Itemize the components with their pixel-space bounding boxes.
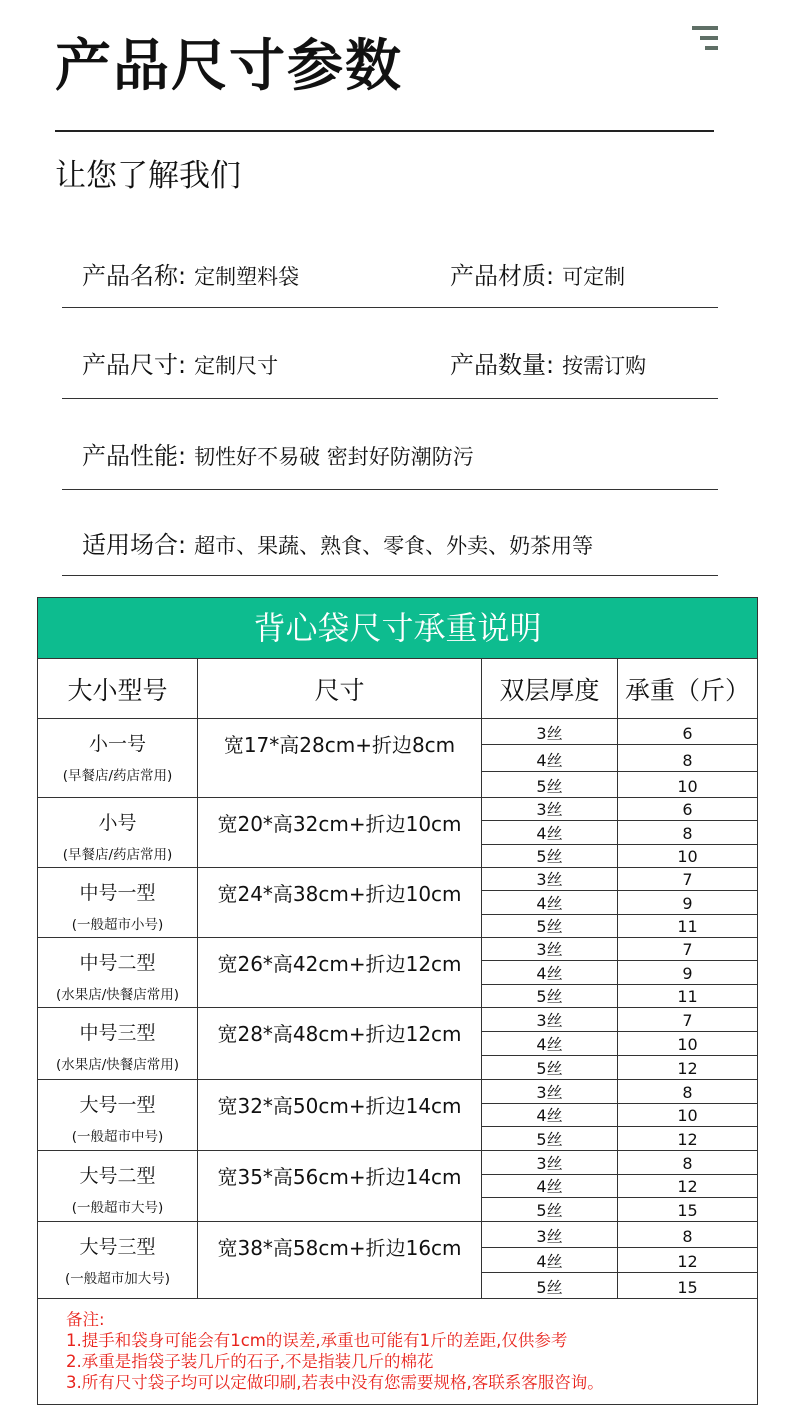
size-cell: 宽38*高58cm+折边16cm — [198, 1222, 482, 1298]
load-value: 8 — [618, 1080, 757, 1104]
header-thickness: 双层厚度 — [482, 659, 618, 718]
load-cell — [618, 1080, 757, 1150]
model-note: (水果店/快餐店常用) — [55, 987, 180, 1003]
thickness-cell — [482, 1080, 618, 1150]
model-cell — [38, 1008, 198, 1079]
divider — [62, 575, 718, 576]
load-value: 6 — [618, 798, 757, 821]
model-name: 大号三型 — [79, 1236, 156, 1258]
thickness-value: 5丝 — [536, 1059, 563, 1078]
model-name: 小一号 — [88, 733, 146, 755]
table-header — [38, 659, 757, 719]
table-row — [38, 798, 757, 868]
page-title: 产品尺寸参数 — [55, 34, 403, 99]
thickness-value: 5丝 — [536, 1201, 563, 1221]
thickness-value: 4丝 — [482, 821, 617, 844]
divider — [62, 307, 718, 308]
load-value: 15 — [677, 1201, 698, 1221]
load-value: 11 — [677, 916, 698, 936]
load-value: 10 — [618, 1104, 757, 1128]
thickness-value: 3丝 — [482, 1080, 617, 1104]
thickness-value: 4丝 — [482, 1104, 617, 1128]
size-cell: 宽28*高48cm+折边12cm — [198, 1008, 482, 1079]
table-row — [38, 719, 757, 798]
table-row — [38, 1008, 757, 1080]
header-model: 大小型号 — [38, 659, 198, 718]
model-cell — [38, 719, 198, 797]
size-cell: 宽32*高50cm+折边14cm — [198, 1080, 482, 1150]
thickness-value: 3丝 — [482, 1008, 617, 1032]
title-divider — [55, 130, 714, 132]
load-value: 8 — [618, 1222, 757, 1248]
thickness-cell — [482, 868, 618, 937]
model-note: (一般超市中号) — [71, 1129, 164, 1145]
info-value: 可定制 — [562, 265, 626, 289]
thickness-value: 4丝 — [482, 1248, 617, 1274]
thickness-value: 5丝 — [536, 986, 563, 1006]
thickness-value: 4丝 — [482, 961, 617, 984]
model-note: (一般超市加大号) — [64, 1271, 171, 1287]
thickness-value: 3丝 — [482, 938, 617, 961]
model-name: 大号一型 — [79, 1094, 156, 1116]
info-name — [82, 256, 299, 291]
notes-heading: 备注: — [66, 1310, 105, 1329]
load-value: 12 — [618, 1248, 757, 1274]
table-row — [38, 1151, 757, 1222]
header-load: 承重（斤） — [624, 675, 750, 705]
info-value: 按需订购 — [562, 354, 647, 378]
load-value: 8 — [618, 745, 757, 771]
load-value: 12 — [677, 1130, 698, 1150]
thickness-cell — [482, 719, 618, 797]
info-value: 定制塑料袋 — [194, 265, 300, 289]
thickness-value: 5丝 — [536, 776, 563, 796]
thickness-value: 3丝 — [482, 798, 617, 821]
thickness-cell — [482, 938, 618, 1007]
info-material — [450, 256, 625, 291]
thickness-value: 3丝 — [482, 1151, 617, 1175]
model-name: 大号二型 — [79, 1165, 156, 1187]
model-cell — [38, 1151, 198, 1221]
model-note: (水果店/快餐店常用) — [55, 1057, 180, 1073]
model-name: 中号一型 — [79, 882, 156, 904]
info-label: 产品名称: — [82, 262, 187, 290]
load-value: 8 — [618, 1151, 757, 1175]
load-value: 10 — [618, 1032, 757, 1056]
size-cell: 宽26*高42cm+折边12cm — [198, 938, 482, 1007]
size-cell: 宽17*高28cm+折边8cm — [198, 719, 482, 797]
load-value: 7 — [618, 868, 757, 891]
table-title: 背心袋尺寸承重说明 — [38, 598, 757, 659]
thickness-value: 5丝 — [536, 1278, 563, 1298]
load-cell — [618, 1222, 757, 1298]
load-value: 15 — [677, 1278, 698, 1298]
thickness-value: 5丝 — [536, 1130, 563, 1150]
model-name: 中号二型 — [79, 952, 156, 974]
thickness-value: 3丝 — [482, 719, 617, 745]
load-cell — [618, 1008, 757, 1079]
load-cell — [618, 1151, 757, 1221]
thickness-value: 5丝 — [536, 916, 563, 936]
load-value: 9 — [618, 961, 757, 984]
load-value: 12 — [618, 1175, 757, 1199]
load-value: 12 — [677, 1059, 698, 1078]
model-cell — [38, 1222, 198, 1298]
thickness-cell — [482, 1008, 618, 1079]
thickness-value: 4丝 — [482, 745, 617, 771]
model-cell — [38, 938, 198, 1007]
info-label: 产品数量: — [450, 351, 555, 379]
info-value: 定制尺寸 — [194, 354, 279, 378]
info-performance — [82, 436, 474, 471]
info-value: 超市、果蔬、熟食、零食、外卖、奶茶用等 — [194, 534, 594, 558]
note-line: 2.承重是指袋子装几斤的石子,不是指装几斤的棉花 — [66, 1352, 434, 1371]
size-cell: 宽24*高38cm+折边10cm — [198, 868, 482, 937]
thickness-cell — [482, 1222, 618, 1298]
thickness-value: 4丝 — [482, 1032, 617, 1056]
load-value: 10 — [677, 846, 698, 866]
thickness-value: 3丝 — [482, 1222, 617, 1248]
header-size: 尺寸 — [198, 659, 482, 718]
table-row — [38, 868, 757, 938]
size-load-table — [37, 597, 758, 1405]
load-value: 10 — [677, 776, 698, 796]
note-line: 3.所有尺寸袋子均可以定做印刷,若表中没有您需要规格,客联系客服咨询。 — [66, 1373, 604, 1392]
load-value: 7 — [618, 938, 757, 961]
menu-lines-icon[interactable] — [690, 26, 718, 52]
model-note: (早餐店/药店常用) — [62, 847, 173, 863]
table-row — [38, 1222, 757, 1299]
info-quantity — [450, 345, 646, 380]
info-label: 产品性能: — [82, 442, 187, 470]
thickness-value: 5丝 — [536, 846, 563, 866]
info-label: 适用场合: — [82, 531, 187, 559]
model-cell — [38, 868, 198, 937]
model-name: 小号 — [98, 812, 137, 834]
info-size — [82, 345, 278, 380]
load-value: 9 — [618, 891, 757, 914]
model-cell — [38, 798, 198, 867]
table-row — [38, 1080, 757, 1151]
load-cell — [618, 938, 757, 1007]
load-value: 8 — [618, 821, 757, 844]
load-value: 7 — [618, 1008, 757, 1032]
note-line: 1.提手和袋身可能会有1cm的误差,承重也可能有1斤的差距,仅供参考 — [66, 1331, 568, 1350]
info-label: 产品材质: — [450, 262, 555, 290]
info-value: 韧性好不易破 密封好防潮防污 — [194, 445, 474, 469]
subtitle: 让您了解我们 — [55, 158, 241, 194]
size-cell: 宽20*高32cm+折边10cm — [198, 798, 482, 867]
load-value: 11 — [677, 986, 698, 1006]
load-cell — [618, 719, 757, 797]
size-cell: 宽35*高56cm+折边14cm — [198, 1151, 482, 1221]
info-usage — [82, 525, 593, 560]
load-cell — [618, 798, 757, 867]
load-value: 6 — [618, 719, 757, 745]
model-cell — [38, 1080, 198, 1150]
model-note: (一般超市大号) — [71, 1200, 164, 1216]
thickness-value: 4丝 — [482, 891, 617, 914]
thickness-cell — [482, 798, 618, 867]
thickness-cell — [482, 1151, 618, 1221]
thickness-value: 3丝 — [482, 868, 617, 891]
model-note: (一般超市小号) — [71, 917, 164, 933]
model-note: (早餐店/药店常用) — [62, 768, 173, 784]
table-row — [38, 938, 757, 1008]
info-label: 产品尺寸: — [82, 351, 187, 379]
thickness-value: 4丝 — [482, 1175, 617, 1199]
divider — [62, 398, 718, 399]
model-name: 中号三型 — [79, 1022, 156, 1044]
load-cell — [618, 868, 757, 937]
notes — [38, 1299, 757, 1404]
divider — [62, 489, 718, 490]
